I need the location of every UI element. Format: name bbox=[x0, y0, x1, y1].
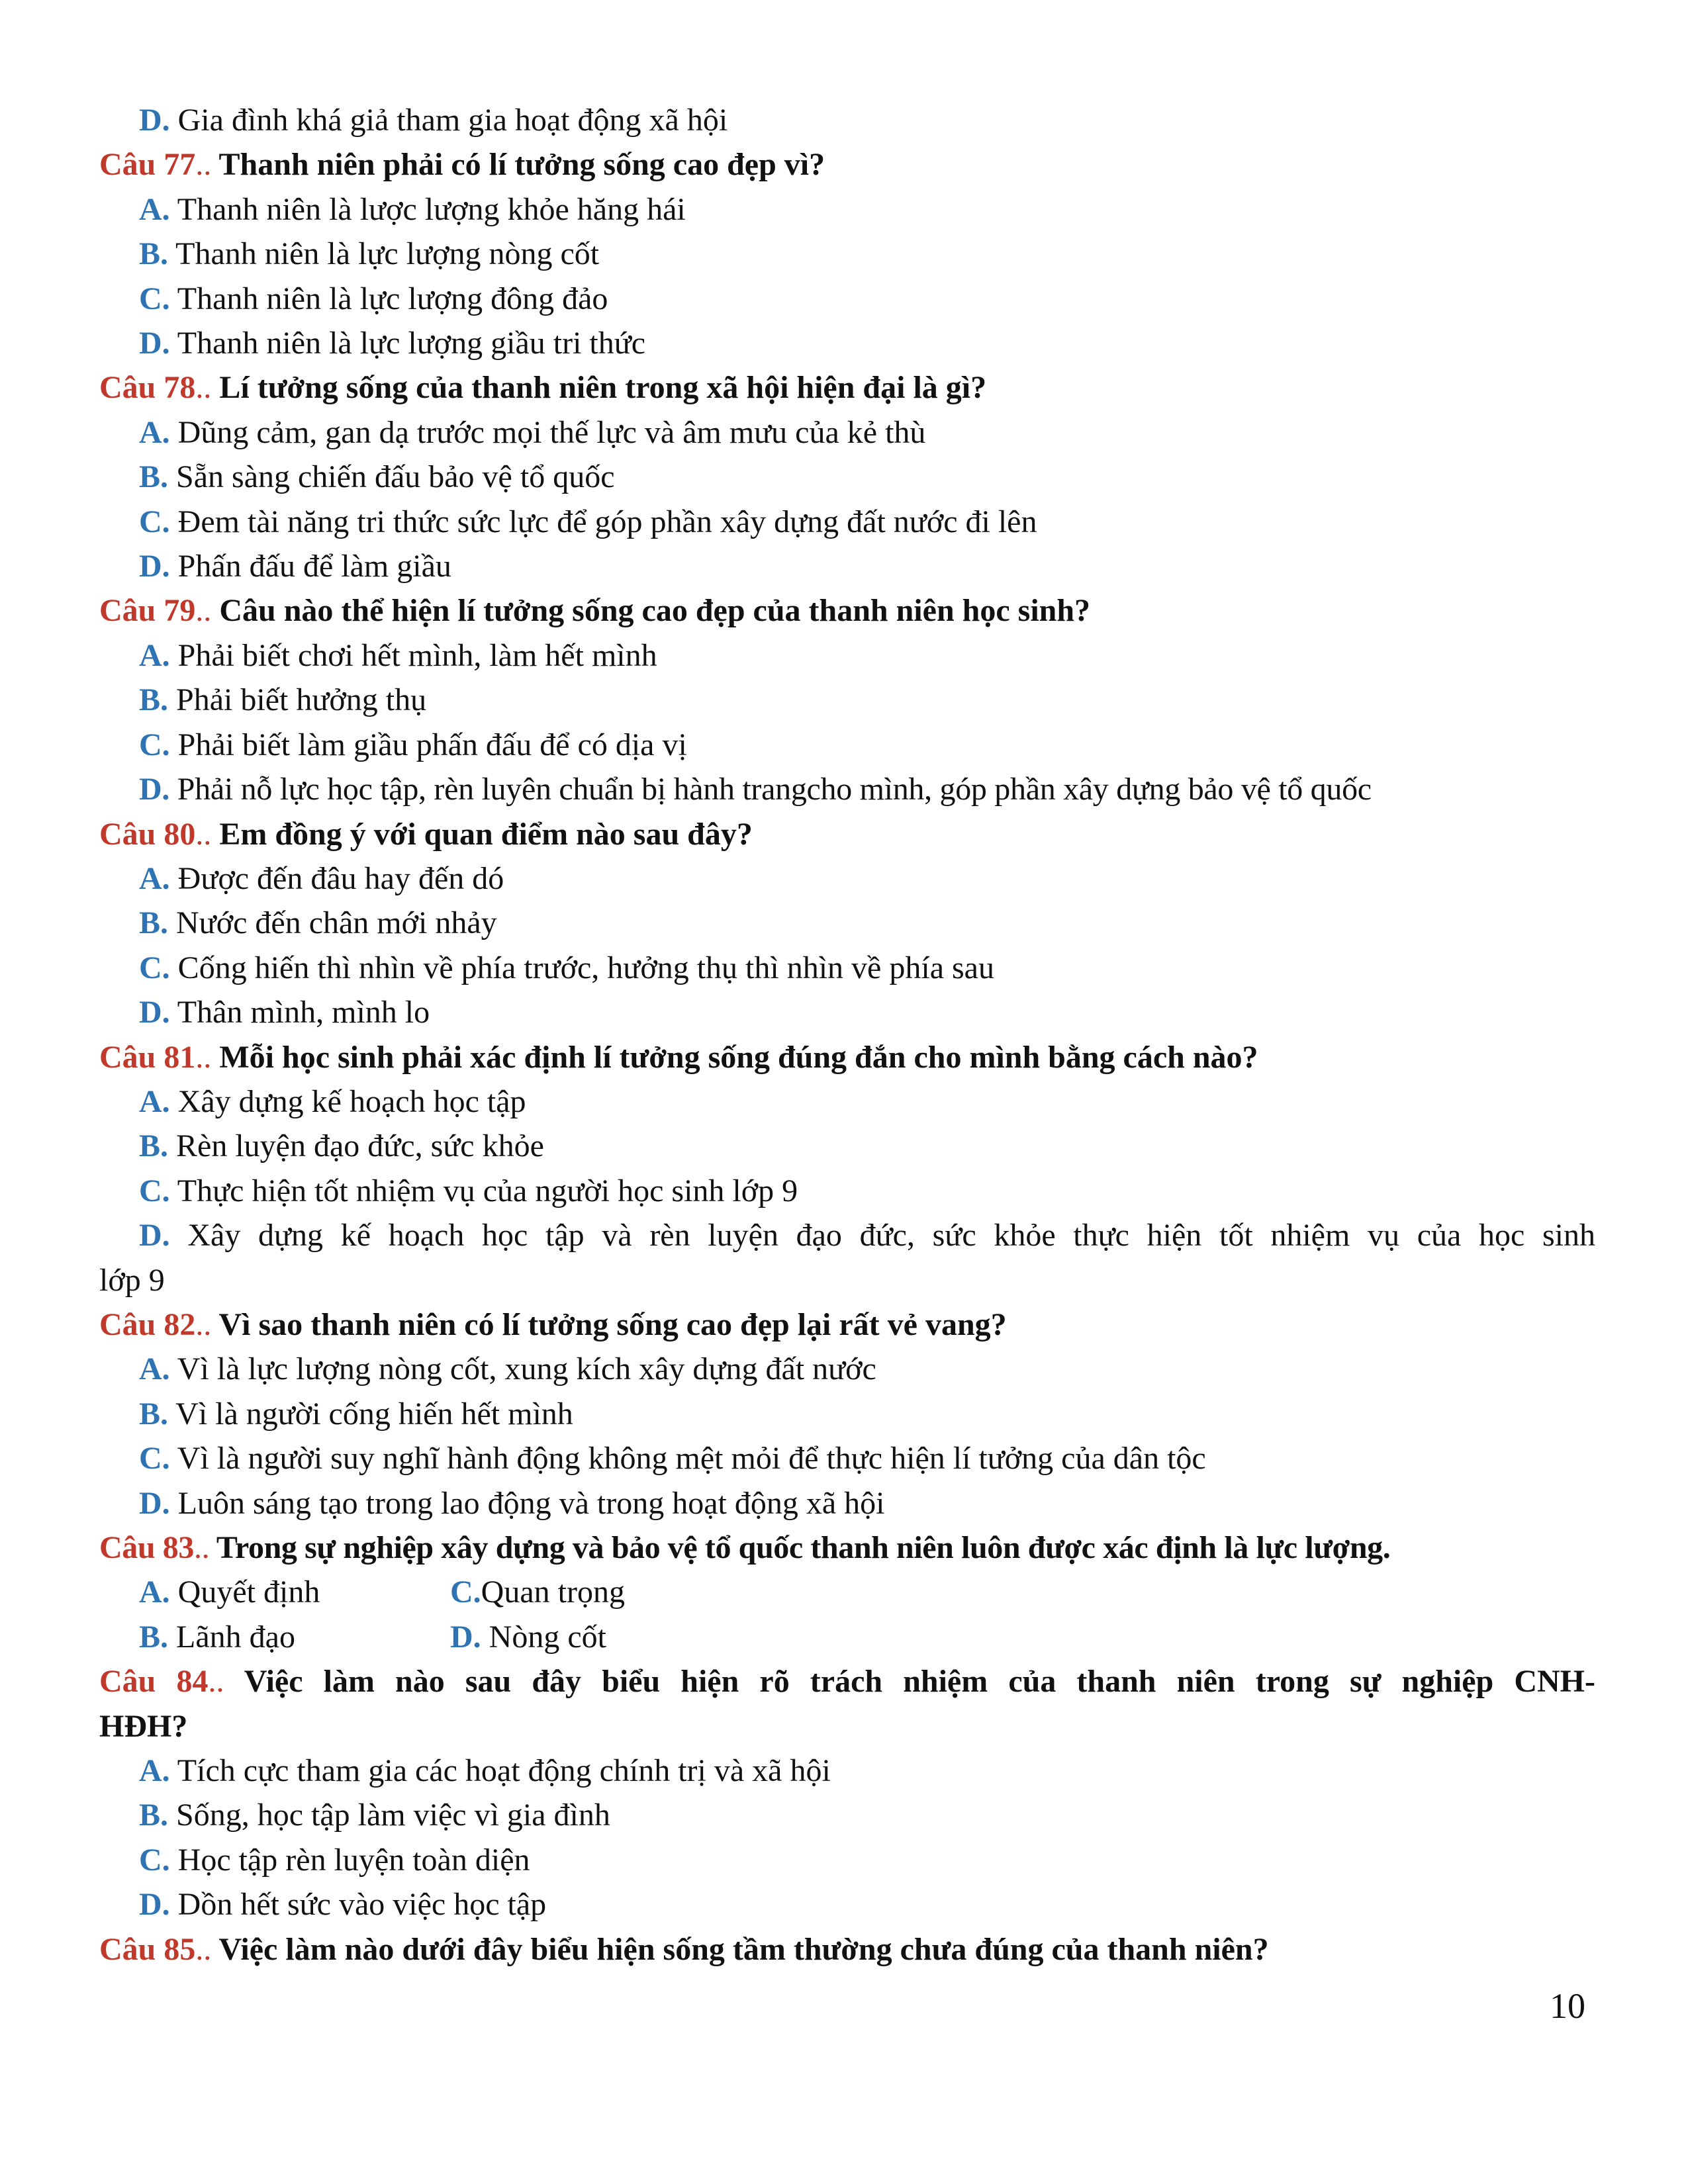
option-text: Phải nỗ lực học tập, rèn luyên chuẩn bị hành trangcho mình, góp phần xây dựng bảo vệ tổ quốc bbox=[169, 772, 1372, 807]
option-text: Lãnh đạo bbox=[168, 1619, 295, 1655]
question-line bbox=[99, 588, 1595, 633]
option-text: Sống, học tập làm việc vì gia đình bbox=[168, 1797, 610, 1833]
option-key: B. bbox=[139, 459, 169, 495]
question-number: Câu 81 bbox=[99, 1039, 196, 1075]
option-text: Gia đình khá giả tham gia hoạt động xã hội bbox=[169, 103, 728, 138]
option-text: Nước đến chân mới nhảy bbox=[168, 905, 497, 941]
option-line bbox=[99, 901, 1595, 945]
option-line bbox=[99, 990, 1595, 1034]
question-text: Em đồng ý với quan điểm nào sau đây? bbox=[211, 816, 753, 852]
question-dots: .. bbox=[195, 1306, 212, 1342]
option-text: Đem tài năng tri thức sức lực để góp phần xây dựng đất nước đi lên bbox=[169, 504, 1037, 539]
option-line bbox=[99, 946, 1595, 990]
option-key: C. bbox=[139, 1441, 170, 1477]
option-text: Nòng cốt bbox=[481, 1619, 606, 1655]
question-dots: .. bbox=[208, 1664, 224, 1700]
option-cell bbox=[450, 1570, 801, 1614]
question-text: Thanh niên phải có lí tưởng sống cao đẹp vì? bbox=[211, 147, 825, 183]
question-line bbox=[99, 1302, 1595, 1347]
option-text: Quan trọng bbox=[481, 1574, 625, 1610]
option-key: D. bbox=[139, 326, 170, 361]
option-text: Thanh niên là lược lượng khỏe hăng hái bbox=[169, 191, 686, 227]
option-line bbox=[99, 187, 1595, 232]
option-text: Học tập rèn luyện toàn diện bbox=[169, 1842, 530, 1878]
question-line bbox=[99, 1659, 1595, 1704]
option-text: Vì là người suy nghĩ hành động không mệt mỏi để thực hiện lí tưởng của dân tộc bbox=[169, 1441, 1206, 1477]
question-number: Câu 82 bbox=[99, 1306, 196, 1342]
option-line bbox=[99, 723, 1595, 767]
question-line bbox=[99, 142, 1595, 187]
option-key: D. bbox=[139, 1887, 170, 1923]
option-row bbox=[99, 1615, 1595, 1659]
option-line bbox=[99, 321, 1595, 365]
option-text: Luôn sáng tạo trong lao động và trong hoạt động xã hội bbox=[169, 1485, 885, 1521]
option-key: D. bbox=[139, 103, 170, 138]
question-line bbox=[99, 1927, 1595, 1972]
option-key: A. bbox=[139, 191, 170, 227]
option-text: Dồn hết sức vào việc học tập bbox=[169, 1887, 547, 1923]
option-key: A. bbox=[139, 1574, 170, 1610]
option-line bbox=[99, 232, 1595, 276]
option-key: D. bbox=[450, 1619, 481, 1655]
option-line bbox=[99, 856, 1595, 901]
option-line bbox=[99, 1436, 1595, 1480]
option-key: C. bbox=[450, 1574, 481, 1610]
option-line bbox=[99, 1169, 1595, 1213]
question-line bbox=[99, 1035, 1595, 1079]
option-text: Sẵn sàng chiến đấu bảo vệ tổ quốc bbox=[168, 459, 615, 495]
option-text: Phải biết hưởng thụ bbox=[168, 682, 427, 718]
option-text: Thanh niên là lực lượng nòng cốt bbox=[168, 236, 600, 272]
option-line bbox=[99, 1749, 1595, 1793]
question-number: Câu 84 bbox=[99, 1664, 209, 1700]
option-key: C. bbox=[139, 950, 170, 985]
option-line bbox=[99, 1882, 1595, 1927]
question-dots: .. bbox=[195, 816, 212, 852]
option-line bbox=[99, 633, 1595, 678]
option-text: Vì là người cống hiến hết mình bbox=[168, 1396, 573, 1432]
question-text: Việc làm nào dưới đây biểu hiện sống tầm thường chưa đúng của thanh niên? bbox=[211, 1931, 1269, 1967]
question-text: Lí tưởng sống của thanh niên trong xã hội hiện đại là gì? bbox=[211, 370, 987, 406]
question-text: Vì sao thanh niên có lí tưởng sống cao đẹp lại rất vẻ vang? bbox=[211, 1306, 1007, 1342]
option-line bbox=[99, 1347, 1595, 1391]
option-key: B. bbox=[139, 682, 169, 718]
question-line bbox=[99, 812, 1595, 856]
option-cell bbox=[99, 1615, 450, 1659]
option-key: D. bbox=[139, 1485, 170, 1521]
question-dots: .. bbox=[195, 1931, 212, 1967]
option-line bbox=[99, 1392, 1595, 1436]
option-line bbox=[99, 277, 1595, 321]
option-key: C. bbox=[139, 504, 170, 539]
question-number: Câu 79 bbox=[99, 593, 196, 629]
question-number: Câu 85 bbox=[99, 1931, 196, 1967]
question-continuation: HĐH? bbox=[99, 1708, 188, 1744]
option-line bbox=[99, 767, 1595, 811]
question-dots: .. bbox=[195, 370, 212, 406]
option-text: Phải biết chơi hết mình, làm hết mình bbox=[169, 637, 657, 673]
option-line bbox=[99, 1838, 1595, 1882]
option-cell bbox=[450, 1615, 801, 1659]
option-key: B. bbox=[139, 1396, 169, 1432]
option-text: Cống hiến thì nhìn về phía trước, hưởng thụ thì nhìn về phía sau bbox=[169, 950, 994, 985]
option-key: B. bbox=[139, 1619, 169, 1655]
option-line bbox=[99, 1481, 1595, 1525]
option-text: Xây dựng kế hoạch học tập bbox=[169, 1083, 526, 1119]
option-key: C. bbox=[139, 1173, 170, 1208]
question-dots: .. bbox=[195, 593, 212, 629]
question-text: Trong sự nghiệp xây dựng và bảo vệ tổ quốc thanh niên luôn được xác định là lực lượng. bbox=[209, 1530, 1391, 1565]
option-line bbox=[99, 500, 1595, 544]
page-number: 10 bbox=[1550, 1986, 1585, 2026]
option-key: B. bbox=[139, 1797, 169, 1833]
question-line bbox=[99, 365, 1595, 410]
question-number: Câu 83 bbox=[99, 1530, 194, 1565]
option-text: Thanh niên là lực lượng đông đảo bbox=[169, 281, 608, 316]
question-text: Mỗi học sinh phải xác định lí tưởng sống đúng đắn cho mình bằng cách nào? bbox=[211, 1039, 1258, 1075]
option-text: Được đến đâu hay đến dó bbox=[169, 860, 504, 896]
option-text: Phải biết làm giầu phấn đấu để có dịa vị bbox=[169, 727, 687, 762]
option-text: Thanh niên là lực lượng giầu tri thức bbox=[169, 326, 646, 361]
option-key: A. bbox=[139, 637, 170, 673]
option-text: Vì là lực lượng nòng cốt, xung kích xây dựng đất nước bbox=[169, 1351, 876, 1387]
option-key: D. bbox=[139, 549, 170, 584]
option-key: D. bbox=[139, 772, 170, 807]
option-key: B. bbox=[139, 905, 169, 941]
option-text: Dũng cảm, gan dạ trước mọi thế lực và âm mưu của kẻ thù bbox=[169, 414, 926, 450]
option-line bbox=[99, 410, 1595, 455]
option-text: Phấn đấu để làm giầu bbox=[169, 549, 451, 584]
question-number: Câu 78 bbox=[99, 370, 196, 406]
option-line bbox=[99, 1124, 1595, 1168]
option-text: Quyết định bbox=[169, 1574, 320, 1610]
option-key: A. bbox=[139, 1083, 170, 1119]
question-line bbox=[99, 1525, 1595, 1570]
question-dots: .. bbox=[195, 147, 212, 183]
option-key: A. bbox=[139, 1753, 170, 1789]
option-text: Rèn luyện đạo đức, sức khỏe bbox=[168, 1128, 544, 1164]
option-text: Xây dựng kế hoạch học tập và rèn luyện đạo đức, sức khỏe thực hiện tốt nhiệm vụ của học sinh bbox=[169, 1218, 1595, 1253]
option-line bbox=[99, 1793, 1595, 1837]
option-key: C. bbox=[139, 727, 170, 762]
option-key: B. bbox=[139, 1128, 169, 1164]
option-key: C. bbox=[139, 281, 170, 316]
option-line bbox=[99, 1079, 1595, 1124]
option-key: A. bbox=[139, 414, 170, 450]
question-text: Câu nào thể hiện lí tưởng sống cao đẹp của thanh niên học sinh? bbox=[211, 593, 1091, 629]
question-number: Câu 80 bbox=[99, 816, 196, 852]
option-key: D. bbox=[139, 995, 170, 1030]
option-key: A. bbox=[139, 1351, 170, 1387]
question-dots: .. bbox=[193, 1530, 210, 1565]
option-continuation: lớp 9 bbox=[99, 1262, 165, 1298]
option-text: Thực hiện tốt nhiệm vụ của người học sinh lớp 9 bbox=[169, 1173, 798, 1208]
option-line bbox=[99, 455, 1595, 499]
question-text: Việc làm nào sau đây biểu hiện rõ trách nhiệm của thanh niên trong sự nghiệp CNH- bbox=[224, 1664, 1596, 1700]
question-dots: .. bbox=[195, 1039, 212, 1075]
option-line bbox=[99, 678, 1595, 722]
option-key: B. bbox=[139, 236, 169, 272]
option-key: C. bbox=[139, 1842, 170, 1878]
option-text: Tích cực tham gia các hoạt động chính trị và xã hội bbox=[169, 1753, 831, 1789]
option-cell bbox=[99, 1570, 450, 1614]
option-line bbox=[99, 98, 1595, 142]
option-text: Thân mình, mình lo bbox=[169, 995, 430, 1030]
option-key: A. bbox=[139, 860, 170, 896]
option-key: D. bbox=[139, 1218, 170, 1253]
option-row bbox=[99, 1570, 1595, 1614]
option-line bbox=[99, 1213, 1595, 1257]
question-number: Câu 77 bbox=[99, 147, 196, 183]
option-line bbox=[99, 544, 1595, 588]
